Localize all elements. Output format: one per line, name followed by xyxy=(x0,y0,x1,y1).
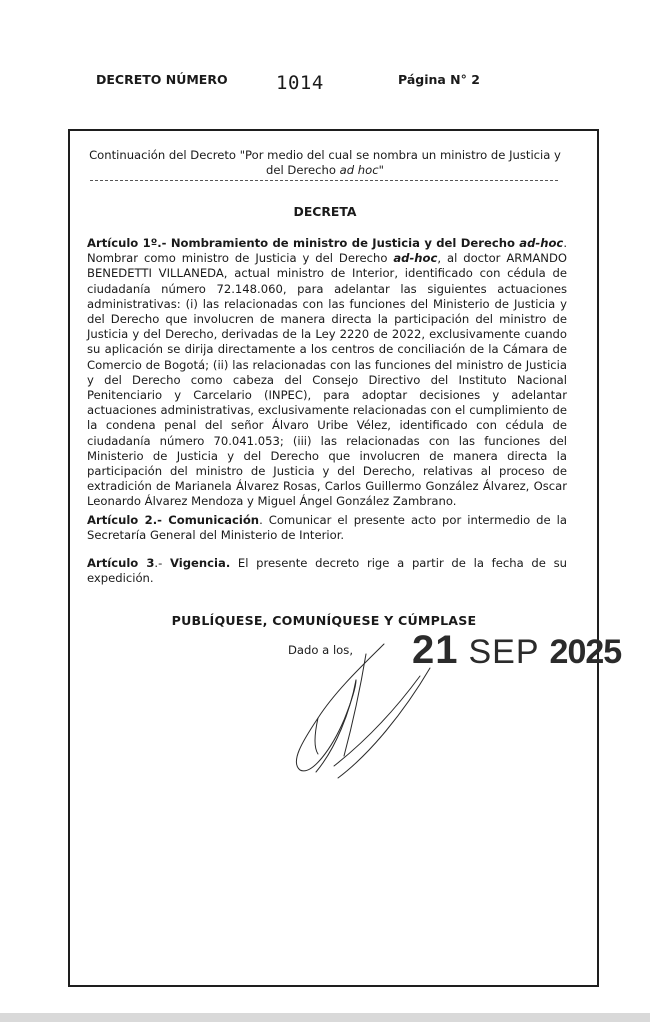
article-3-heading: Artículo 3 xyxy=(87,556,155,570)
article-3-heading-sep: .- xyxy=(154,556,170,570)
page-number: Página N° 2 xyxy=(398,72,480,87)
decreta-heading: DECRETA xyxy=(293,204,357,219)
article-1-text-a: . Nombrar como ministro de Justicia y del Derecho xyxy=(87,236,567,266)
continuation-italic: ad hoc xyxy=(339,163,379,177)
continuation-close-quote: " xyxy=(378,163,384,177)
article-3-heading-vigencia: Vigencia. xyxy=(169,556,231,570)
continuation-text: Continuación del Decreto "Por medio del cual se nombra un ministro de Justicia y del Derecho xyxy=(89,148,561,177)
decreto-label: DECRETO NÚMERO xyxy=(96,72,228,87)
article-1-heading-italic: ad-hoc xyxy=(519,236,564,250)
article-2-text: . Comunicar el presente acto por intermedio de la Secretaría General del Ministerio de Interior. xyxy=(87,513,567,543)
stamp-month: SEP xyxy=(468,633,540,671)
stamp-year: 2025 xyxy=(549,633,622,671)
stamp-day: 21 xyxy=(412,628,459,672)
article-1-text-b: , al doctor ARMANDO BENEDETTI VILLANEDA, actual ministro de Interior, identificado con cédula de ciudadanía número 72.148.060, para adelantar las siguientes actuaciones administrativas: (i) las relacionadas con las funciones del Ministerio de Justicia y del Derecho que involucren de manera directa la participación del ministro de Justicia y del Derecho, derivadas de la Ley 2220 de 2022, exclusivamente cuando su aplicación se dirija directamente a los centros de conciliación de la Cámara de Comercio de Bogotá; (ii) las relacionadas con las funciones del ministro de Justicia y del Derecho como cabeza del Consejo Directivo del Instituto Nacional Penitenciario y Carcelario (INPEC), para adoptar decisiones y adelantar actuaciones administrativas, exclusivamente relacionadas con el cumplimiento de la condena penal del señor Álvaro Uribe Vélez, identificado con cédula de ciudadanía número 70.041.053; (iii) las relacionadas con las funciones del Ministerio de Justicia y del Derecho que involucren de manera directa la participación del ministro de Justicia y del Derecho, relativas al proceso de extradición de Marianela Álvarez Rosas, Carlos Guillermo González Álvarez, Oscar Leonardo Álvarez Mendoza y Miguel Ángel González Zambrano. xyxy=(87,251,567,509)
closing-formula: PUBLÍQUESE, COMUNÍQUESE Y CÚMPLASE xyxy=(171,613,477,628)
dado-text: Dado a los, xyxy=(288,643,353,657)
article-3-text: El presente decreto rige a partir de la fecha de su expedición. xyxy=(87,556,567,586)
article-1-adhoc: ad-hoc xyxy=(393,251,438,266)
decreto-number: 1014 xyxy=(276,72,324,94)
article-1-heading: Artículo 1º.- Nombramiento de ministro de Justicia y del Derecho xyxy=(87,236,520,250)
article-2-heading: Artículo 2.- Comunicación xyxy=(87,513,260,527)
